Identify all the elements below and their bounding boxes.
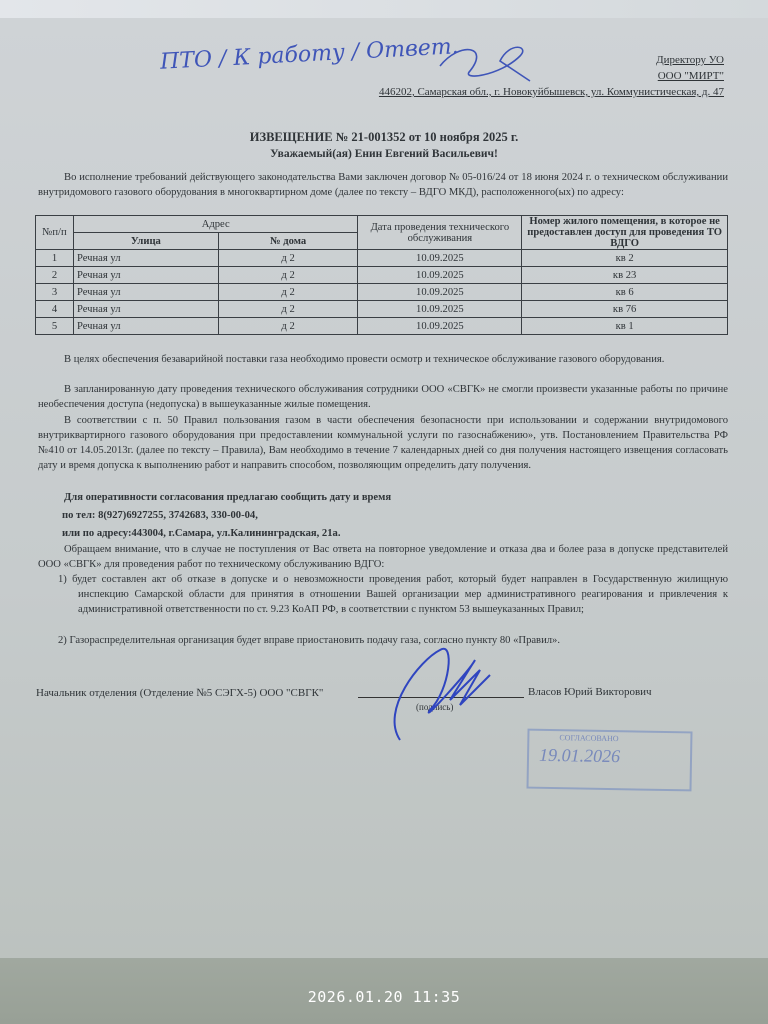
cell-date: 10.09.2025 <box>358 301 522 318</box>
greeting: Уважаемый(ая) Енин Евгений Васильевич! <box>270 148 498 160</box>
table-row <box>36 301 728 318</box>
paragraph-3: В соответствии с п. 50 Правил пользования газом в части обеспечения безопасности при использовании и содержании внутридомового внутриквартирного газового оборудования при предоставлении коммунальной услуги по газоснабжению», утв. Постановлением Правительства РФ №410 от 14.05.2013г. (далее по тексту – Правила), Вам необходимо в течение 7 календарных дней со дня получения настоящего извещения согласовать дату и время допуска к выполнению работ и направить способом, позволяющим определить дату получения. <box>38 415 728 471</box>
contact-address: или по адресу:443004, г.Самара, ул.Калининградская, 21а. <box>62 528 341 539</box>
cell-date: 10.09.2025 <box>358 267 522 284</box>
cell-house: д 2 <box>218 250 358 267</box>
paragraph-1: В целях обеспечения безаварийной поставки газа необходимо провести осмотр и техническое обслуживание газового оборудования. <box>64 354 665 365</box>
intro-paragraph: Во исполнение требований действующего законодательства Вами заключен договор № 05-016/24 от 18 июня 2024 г. о техническом обслуживании внутридомового газового оборудования в многоквартирном доме (далее по тексту – ВДГО МКД), расположенного(ых) по адресу: <box>38 172 728 198</box>
cell-num: 5 <box>36 318 74 335</box>
cell-num: 1 <box>36 250 74 267</box>
handwritten-signature-icon <box>430 36 540 86</box>
recipient-address: 446202, Самарская обл., г. Новокуйбышевск, ул. Коммунистическая, д. 47 <box>378 86 724 98</box>
stamp-date: 19.01.2026 <box>538 744 621 767</box>
cell-num: 4 <box>36 301 74 318</box>
cell-apt: кв 6 <box>522 284 728 301</box>
table-row <box>36 318 728 335</box>
cell-date: 10.09.2025 <box>358 284 522 301</box>
cell-date: 10.09.2025 <box>358 318 522 335</box>
header-num: №п/п <box>36 216 74 250</box>
header-house: № дома <box>218 233 358 250</box>
header-street: Улица <box>73 233 218 250</box>
list-item-1: 1) будет составлен акт об отказе в допуске и о невозможности проведения работ, который будет направлен в Государственную жилищную инспекцию Самарской области для принятия в отношении Вашей организации мер административного реагирования и привлечения к административной ответственности по ст. 9.23 КоАП РФ, в соответствии с пунктом 53 вышеуказанных Правил; <box>58 574 728 615</box>
cell-street: Речная ул <box>73 284 218 301</box>
table-row <box>36 267 728 284</box>
cell-house: д 2 <box>218 267 358 284</box>
header-date: Дата проведения технического обслуживания <box>358 216 522 250</box>
cell-apt: кв 2 <box>522 250 728 267</box>
recipient-line2: ООО "МИРТ" <box>657 70 724 82</box>
warning-paragraph: Обращаем внимание, что в случае не поступления от Вас ответа на повторное уведомление и отказа два и более раза в допуске представителей ООО «СВГК» для проведения работ по техническому обслуживанию ВДГО: <box>38 544 728 570</box>
cell-date: 10.09.2025 <box>358 250 522 267</box>
cell-num: 2 <box>36 267 74 284</box>
approval-stamp <box>526 729 692 792</box>
signature-scribble-icon <box>380 630 500 750</box>
cell-apt: кв 1 <box>522 318 728 335</box>
signatory-position: Начальник отделения (Отделение №5 СЭГХ-5) ООО "СВГК" <box>36 687 324 699</box>
photo-timestamp: 2026.01.20 11:35 <box>307 988 461 1006</box>
list-item-2: 2) Газораспределительная организация будет вправе приостановить подачу газа, согласно пункту 80 «Правил». <box>58 635 560 646</box>
cell-street: Речная ул <box>73 318 218 335</box>
cell-house: д 2 <box>218 318 358 335</box>
cell-apt: кв 76 <box>522 301 728 318</box>
paragraph-2: В запланированную дату проведения технического обслуживания сотрудники ООО «СВГК» не смогли произвести указанные работы по причине необеспечения доступа (недопуска) в вышеуказанные жилые помещения. <box>38 384 728 410</box>
cell-house: д 2 <box>218 301 358 318</box>
cell-street: Речная ул <box>73 301 218 318</box>
table-row <box>36 284 728 301</box>
handwritten-resolution: ПТО / К работу / Ответ. <box>159 34 460 75</box>
document-title: ИЗВЕЩЕНИЕ № 21-001352 от 10 ноября 2025 г. <box>249 130 519 144</box>
cell-street: Речная ул <box>73 250 218 267</box>
signatory-name: Власов Юрий Викторович <box>528 686 652 698</box>
contact-phones: по тел: 8(927)6927255, 3742683, 330-00-04, <box>62 510 258 521</box>
signature-caption: (подпись) <box>416 702 454 712</box>
cell-house: д 2 <box>218 284 358 301</box>
header-address: Адрес <box>73 216 358 233</box>
recipient-line1: Директору УО <box>656 54 724 66</box>
cell-num: 3 <box>36 284 74 301</box>
cell-street: Речная ул <box>73 267 218 284</box>
stamp-label: СОГЛАСОВАНО <box>559 733 619 744</box>
apartments-table <box>35 215 728 335</box>
contact-line1: Для оперативности согласования предлагаю сообщить дату и время <box>64 492 392 503</box>
cell-apt: кв 23 <box>522 267 728 284</box>
table-row <box>36 250 728 267</box>
header-apartment: Номер жилого помещения, в которое не предоставлен доступ для проведения ТО ВДГО <box>522 216 728 250</box>
